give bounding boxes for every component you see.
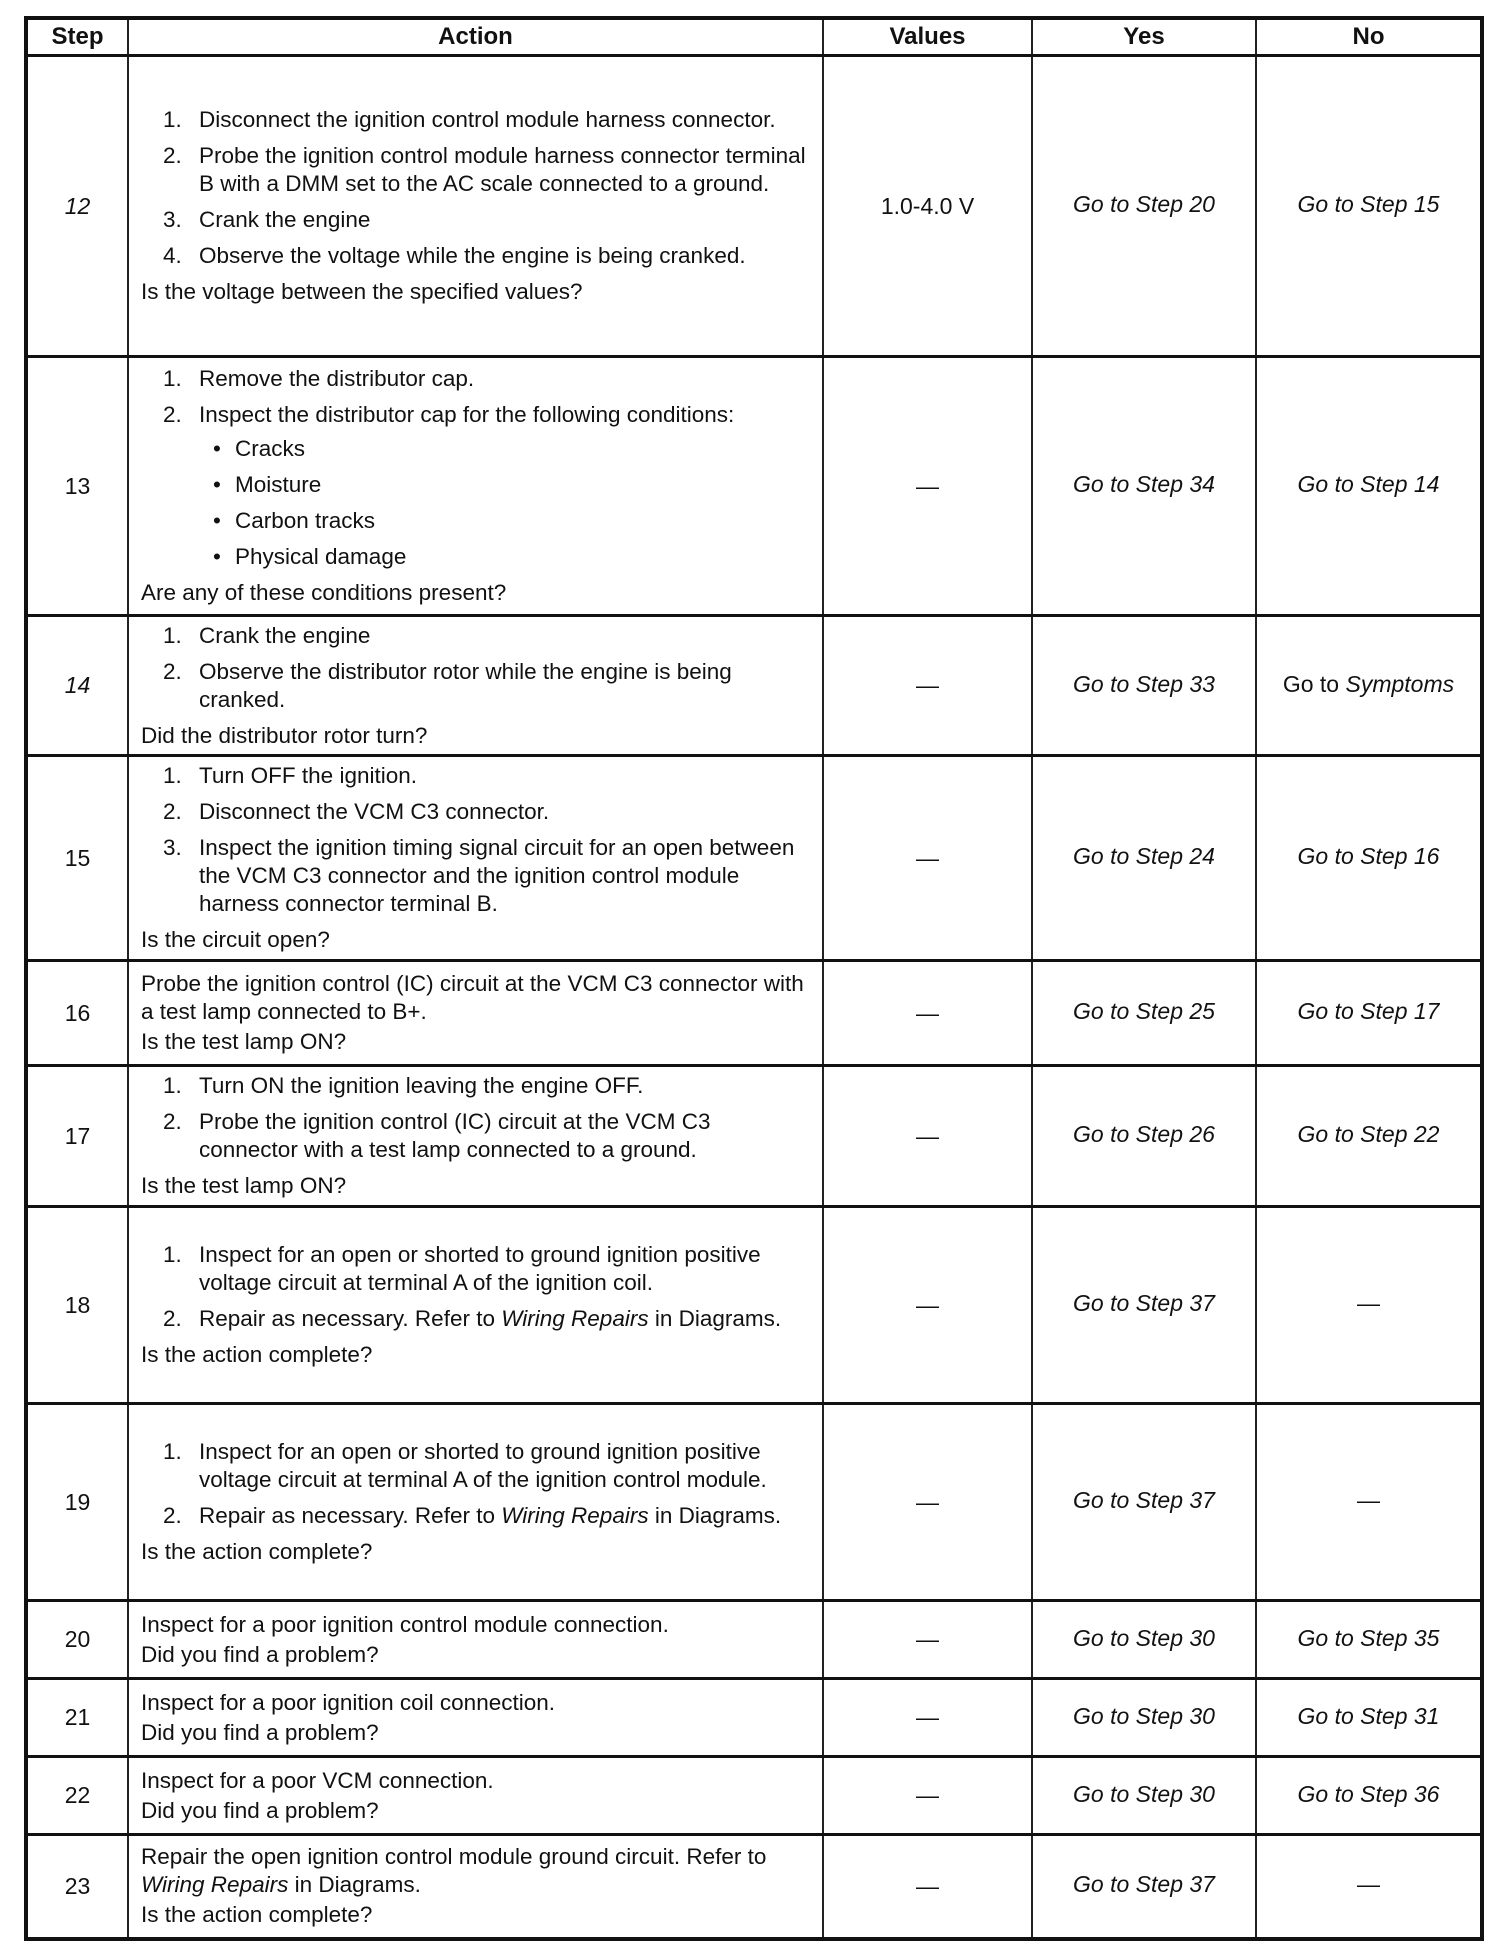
- diagnostic-table-sheet: [24, 16, 1480, 1941]
- action-text: Repair the open ignition control module ground circuit. Refer to Wiring Repairs in Diagrams.: [141, 1844, 767, 1898]
- yes-cell: Go to Step 30: [1032, 1601, 1256, 1679]
- table-row-step-13: [26, 357, 1482, 616]
- action-cell: [128, 1601, 823, 1679]
- action-question: Is the test lamp ON?: [141, 1029, 347, 1054]
- action-cell: [128, 616, 823, 756]
- table-row-step-21: [26, 1679, 1482, 1757]
- action-question: Did you find a problem?: [141, 1797, 379, 1823]
- action-step: 2. Inspect the distributor cap for the following conditions: • Cracks • Moisture • Carbon tracks • Physical damage: [141, 401, 814, 571]
- diagnostic-table: [24, 16, 1484, 1941]
- header-no: No: [1256, 18, 1482, 56]
- values-cell: —: [823, 1679, 1032, 1757]
- values-cell: —: [823, 357, 1032, 616]
- step-number: 21: [26, 1679, 128, 1757]
- values-cell: —: [823, 1835, 1032, 1939]
- wiring-repairs-link[interactable]: Wiring Repairs: [501, 1306, 649, 1331]
- action-text: Inspect for a poor VCM connection.: [141, 1767, 494, 1793]
- no-cell: Go to Step 36: [1256, 1757, 1482, 1835]
- action-cell: [128, 1404, 823, 1601]
- table-row-step-22: [26, 1757, 1482, 1835]
- action-steps: [141, 1241, 814, 1333]
- no-cell: Go to Step 16: [1256, 756, 1482, 961]
- action-question: Did you find a problem?: [141, 1719, 379, 1745]
- action-cell: [128, 1835, 823, 1939]
- condition-item: • Cracks: [213, 436, 306, 461]
- action-question: Is the action complete?: [141, 1902, 373, 1928]
- header-row: [26, 18, 1482, 56]
- yes-cell: Go to Step 25: [1032, 961, 1256, 1066]
- action-step: 1. Remove the distributor cap.: [163, 366, 475, 391]
- action-step: 3. Crank the engine: [163, 207, 371, 232]
- condition-list: [199, 435, 814, 571]
- step-number: 18: [26, 1207, 128, 1404]
- action-step: 4. Observe the voltage while the engine is being cranked.: [163, 243, 746, 268]
- header-step: Step: [26, 18, 128, 56]
- header-action: Action: [128, 18, 823, 56]
- values-cell: —: [823, 1757, 1032, 1835]
- wiring-repairs-link[interactable]: Wiring Repairs: [141, 1872, 289, 1898]
- action-steps: [141, 762, 814, 918]
- table-row-step-23: [26, 1835, 1482, 1939]
- yes-cell: Go to Step 20: [1032, 56, 1256, 357]
- action-cell: [128, 56, 823, 357]
- no-cell: Go to Step 22: [1256, 1066, 1482, 1207]
- yes-cell: Go to Step 34: [1032, 357, 1256, 616]
- header-yes: Yes: [1032, 18, 1256, 56]
- action-question: Is the action complete?: [141, 1539, 373, 1564]
- step-number: 17: [26, 1066, 128, 1207]
- step-number: 12: [26, 56, 128, 357]
- action-steps: [141, 365, 814, 571]
- no-cell: —: [1256, 1207, 1482, 1404]
- action-text: Inspect for a poor ignition control module connection.: [141, 1611, 669, 1637]
- step-number: 14: [26, 616, 128, 756]
- values-cell: —: [823, 1066, 1032, 1207]
- action-cell: [128, 1066, 823, 1207]
- action-step: 2. Repair as necessary. Refer to Wiring Repairs in Diagrams.: [163, 1306, 782, 1331]
- table-row-step-17: [26, 1066, 1482, 1207]
- yes-cell: Go to Step 30: [1032, 1757, 1256, 1835]
- no-cell: Go to Symptoms: [1256, 616, 1482, 756]
- condition-item: • Carbon tracks: [213, 508, 376, 533]
- yes-cell: Go to Step 24: [1032, 756, 1256, 961]
- no-cell: Go to Step 35: [1256, 1601, 1482, 1679]
- no-cell: Go to Step 15: [1256, 56, 1482, 357]
- step-number: 22: [26, 1757, 128, 1835]
- action-step: 2. Probe the ignition control (IC) circuit at the VCM C3 connector with a test lamp connected to a ground.: [163, 1109, 711, 1162]
- table-row-step-20: [26, 1601, 1482, 1679]
- action-step: 2. Repair as necessary. Refer to Wiring Repairs in Diagrams.: [163, 1503, 782, 1528]
- step-number: 19: [26, 1404, 128, 1601]
- yes-cell: Go to Step 33: [1032, 616, 1256, 756]
- wiring-repairs-link[interactable]: Wiring Repairs: [501, 1503, 649, 1528]
- yes-cell: Go to Step 37: [1032, 1835, 1256, 1939]
- action-cell: [128, 1757, 823, 1835]
- action-step: 1. Inspect for an open or shorted to ground ignition positive voltage circuit at terminal A of the ignition coil.: [163, 1242, 761, 1295]
- step-number: 16: [26, 961, 128, 1066]
- action-text: Inspect for a poor ignition coil connection.: [141, 1689, 555, 1715]
- table-row-step-15: [26, 756, 1482, 961]
- action-steps: [141, 1438, 814, 1530]
- symptoms-link[interactable]: Symptoms: [1345, 670, 1455, 697]
- action-step: 2. Probe the ignition control module harness connector terminal B with a DMM set to the AC scale connected to a ground.: [163, 143, 806, 196]
- action-cell: [128, 756, 823, 961]
- no-cell: Go to Step 14: [1256, 357, 1482, 616]
- step-number: 20: [26, 1601, 128, 1679]
- values-cell: —: [823, 756, 1032, 961]
- action-step: 3. Inspect the ignition timing signal circuit for an open between the VCM C3 connector and the ignition control module harness connector terminal B.: [163, 835, 795, 916]
- table-row-step-12: [26, 56, 1482, 357]
- values-cell: —: [823, 1601, 1032, 1679]
- action-step: 1. Turn ON the ignition leaving the engine OFF.: [163, 1073, 644, 1098]
- action-question: Is the test lamp ON?: [141, 1173, 347, 1198]
- yes-cell: Go to Step 37: [1032, 1207, 1256, 1404]
- values-cell: —: [823, 1404, 1032, 1601]
- values-cell: 1.0-4.0 V: [823, 56, 1032, 357]
- values-cell: —: [823, 616, 1032, 756]
- table-row-step-19: [26, 1404, 1482, 1601]
- yes-cell: Go to Step 30: [1032, 1679, 1256, 1757]
- table-row-step-18: [26, 1207, 1482, 1404]
- no-cell: —: [1256, 1835, 1482, 1939]
- header-values: Values: [823, 18, 1032, 56]
- condition-item: • Moisture: [213, 472, 322, 497]
- action-step: 2. Disconnect the VCM C3 connector.: [163, 799, 550, 824]
- action-steps: [141, 106, 814, 270]
- action-cell: [128, 961, 823, 1066]
- values-cell: —: [823, 1207, 1032, 1404]
- action-step: 2. Observe the distributor rotor while the engine is being cranked.: [163, 658, 732, 712]
- action-steps: [141, 622, 814, 714]
- action-question: Are any of these conditions present?: [141, 580, 507, 605]
- action-question: Is the voltage between the specified values?: [141, 279, 583, 304]
- no-cell: Go to Step 17: [1256, 961, 1482, 1066]
- action-steps: [141, 1072, 814, 1164]
- table-row-step-14: [26, 616, 1482, 756]
- yes-cell: Go to Step 26: [1032, 1066, 1256, 1207]
- action-question: Did you find a problem?: [141, 1641, 379, 1667]
- action-step: 1. Inspect for an open or shorted to ground ignition positive voltage circuit at terminal A of the ignition control module.: [163, 1439, 767, 1492]
- action-cell: [128, 1207, 823, 1404]
- action-step: 1. Turn OFF the ignition.: [163, 763, 418, 788]
- table-row-step-16: [26, 961, 1482, 1066]
- values-cell: —: [823, 961, 1032, 1066]
- action-cell: [128, 357, 823, 616]
- step-number: 15: [26, 756, 128, 961]
- action-text: Probe the ignition control (IC) circuit at the VCM C3 connector with a test lamp connected to B+.: [141, 971, 804, 1024]
- action-step: 1. Crank the engine: [163, 622, 371, 648]
- action-question: Did the distributor rotor turn?: [141, 722, 428, 748]
- step-number: 13: [26, 357, 128, 616]
- yes-cell: Go to Step 37: [1032, 1404, 1256, 1601]
- action-question: Is the action complete?: [141, 1342, 373, 1367]
- action-question: Is the circuit open?: [141, 927, 330, 952]
- action-step: 1. Disconnect the ignition control module harness connector.: [163, 107, 776, 132]
- step-number: 23: [26, 1835, 128, 1939]
- no-cell: —: [1256, 1404, 1482, 1601]
- condition-item: • Physical damage: [213, 544, 407, 569]
- action-cell: [128, 1679, 823, 1757]
- no-cell: Go to Step 31: [1256, 1679, 1482, 1757]
